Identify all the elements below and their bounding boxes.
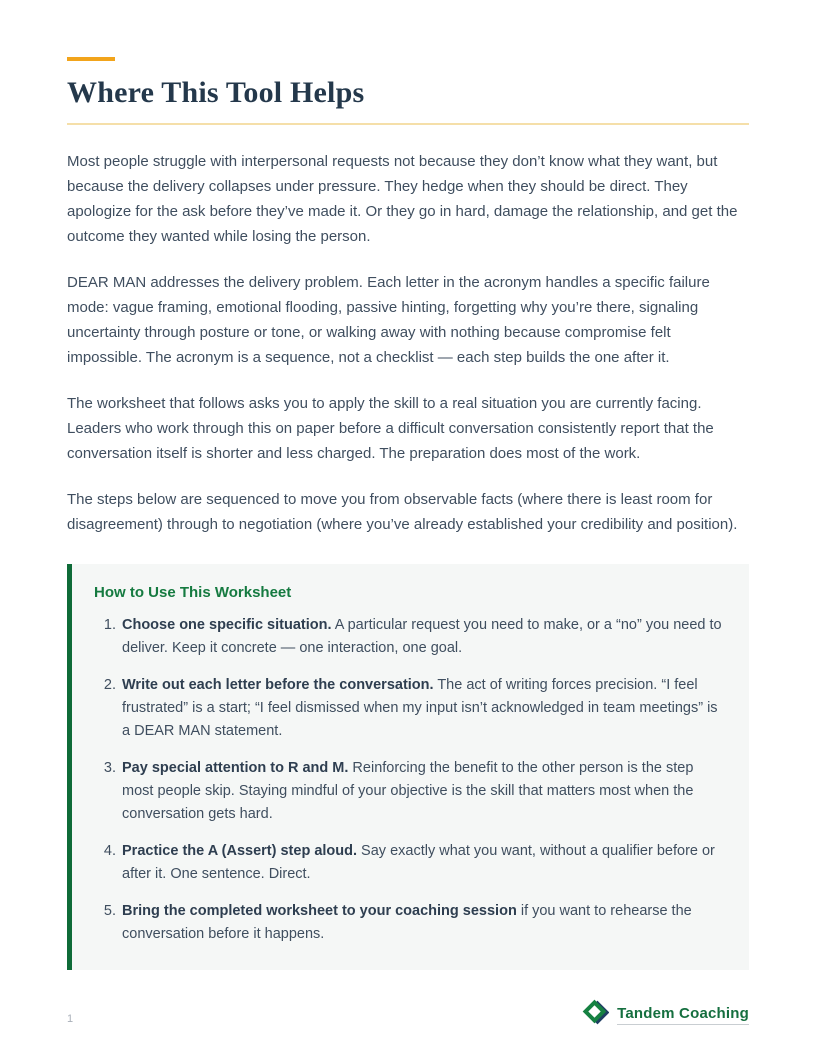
list-item-text: A particular request you need to make, or a “no” you need to deliver. Keep it concrete — one interaction, one goal. xyxy=(122,617,722,656)
list-item xyxy=(120,757,725,826)
list-item-lead: Bring the completed worksheet to your coaching session xyxy=(122,903,517,919)
intro-paragraph-3: The worksheet that follows asks you to apply the skill to a real situation you are currently facing. Leaders who work through this on paper before a difficult conversation consistently report that the conversation itself is shorter and less charged. The preparation does most of the work. xyxy=(67,395,714,462)
list-item-lead: Practice the A (Assert) step aloud. xyxy=(122,843,358,859)
accent-bar xyxy=(67,57,115,61)
list-item-text: if you want to rehearse the conversation before it happens. xyxy=(122,903,692,942)
list-item-lead: Choose one specific situation. xyxy=(122,617,332,633)
list-item-lead: Write out each letter before the conversation. xyxy=(122,677,434,693)
instruction-list xyxy=(94,614,725,946)
intro-paragraph-2: DEAR MAN addresses the delivery problem. Each letter in the acronym handles a specific failure mode: vague framing, emotional flooding, passive hinting, forgetting why you’re there, signaling uncertainty through posture or tone, or walking away with nothing because compromise felt impossible. The acronym is a sequence, not a checklist — each step builds the one after it. xyxy=(67,274,710,366)
tandem-coaching-logo-icon xyxy=(582,999,609,1031)
page-number: 1 xyxy=(67,1013,74,1025)
callout-heading: How to Use This Worksheet xyxy=(94,584,292,601)
list-item xyxy=(120,840,725,886)
brand-link[interactable] xyxy=(582,999,749,1031)
how-to-use-callout xyxy=(67,564,749,970)
page-content xyxy=(67,0,749,970)
list-item xyxy=(120,674,725,743)
list-item xyxy=(120,614,725,660)
list-item-text: Reinforcing the benefit to the other person is the step most people skip. Staying mindful of your objective is the skill that matters most when the conversation gets hard. xyxy=(122,760,694,822)
list-item-lead: Pay special attention to R and M. xyxy=(122,760,349,776)
list-item-text: The act of writing forces precision. “I feel frustrated” is a start; “I feel dismissed when my input isn’t acknowledged in team meetings” is a DEAR MAN statement. xyxy=(122,677,718,739)
intro-paragraph-4: The steps below are sequenced to move you from observable facts (where there is least room for disagreement) through to negotiation (where you’ve already established your credibility and position). xyxy=(67,491,738,533)
intro-paragraph-1: Most people struggle with interpersonal requests not because they don’t know what they want, but because the delivery collapses under pressure. They hedge when they should be direct. They apologize for the ask before they’ve made it. Or they go in hard, damage the relationship, and get the outcome they wanted while losing the person. xyxy=(67,153,738,245)
brand-name: Tandem Coaching xyxy=(617,1005,749,1025)
list-item xyxy=(120,900,725,946)
page-title: Where This Tool Helps xyxy=(67,76,749,125)
list-item-text: Say exactly what you want, without a qualifier before or after it. One sentence. Direct. xyxy=(122,843,715,882)
